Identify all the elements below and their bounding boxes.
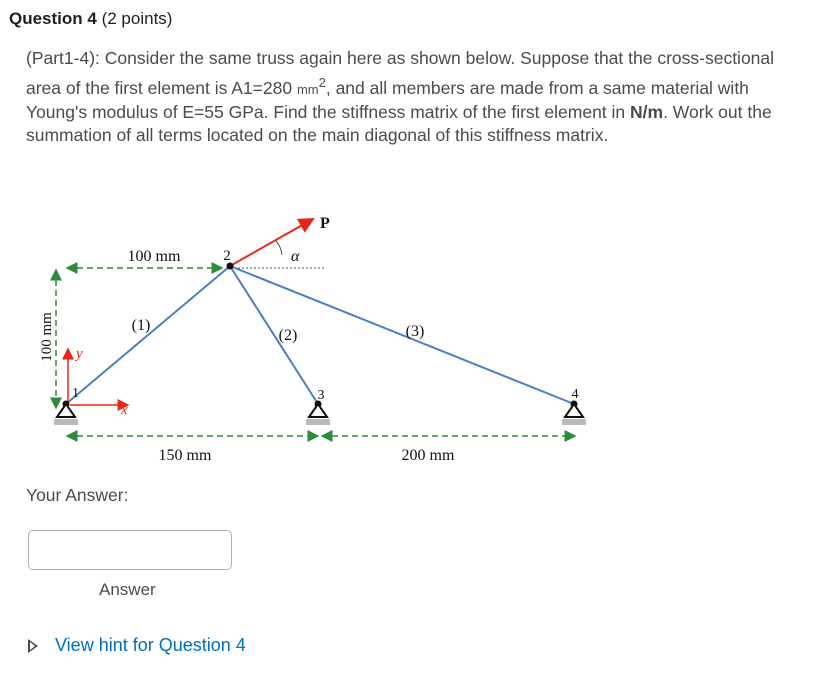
expand-triangle-icon (28, 639, 38, 653)
support-node-1 (54, 404, 78, 425)
question-text-part3: . Work out the summation of all terms located on the main diagonal of this stiffness matrix. (26, 101, 772, 146)
member-2-label: (2) (278, 327, 298, 344)
load-label: P (320, 215, 330, 232)
member-1 (66, 266, 230, 404)
node-1-label: 1 (72, 386, 79, 401)
truss-figure (30, 205, 600, 470)
dim-bottom-left-label: 150 mm (158, 447, 212, 464)
support-node-4 (562, 404, 586, 425)
dim-bottom-right-label: 200 mm (401, 447, 455, 464)
answer-input[interactable] (28, 530, 232, 570)
area-unit: mm (296, 81, 319, 97)
question-text-part1: (Part1-4): Consider the same truss again here as shown below. Suppose that the cross-sectional area of the first element is A1=280 (26, 48, 775, 98)
answer-field-label: Answer (99, 580, 156, 599)
member-2 (230, 266, 318, 404)
support-node-3 (306, 404, 330, 425)
question-points: (2 points) (101, 9, 173, 28)
member-3-label: (3) (405, 323, 425, 340)
dim-left-label: 100 mm (39, 312, 55, 362)
question-header (9, 9, 172, 29)
question-text (26, 47, 786, 148)
dim-top-label: 100 mm (127, 248, 181, 265)
truss-diagram (30, 205, 600, 470)
question-text-part2: , and all members are made from a same material with Young's modulus of E=55 GPa. Find the stiffness matrix of the first element in (26, 77, 749, 122)
y-axis-label: y (76, 346, 83, 362)
x-axis-label: x (121, 402, 128, 418)
view-hint-label: View hint for Question 4 (55, 635, 246, 655)
your-answer-label: Your Answer: (26, 485, 129, 505)
view-hint-link[interactable] (28, 635, 246, 656)
node-2-label: 2 (223, 248, 231, 264)
angle-label: α (291, 248, 300, 265)
node-4-label: 4 (571, 387, 579, 402)
load-arrow (230, 219, 313, 266)
angle-arc (276, 241, 282, 255)
member-1-label: (1) (131, 317, 151, 334)
node-3-label: 3 (317, 388, 325, 403)
stiffness-unit: N/m (630, 101, 664, 122)
area-unit-exponent: 2 (318, 74, 326, 90)
question-title: Question 4 (9, 9, 97, 28)
